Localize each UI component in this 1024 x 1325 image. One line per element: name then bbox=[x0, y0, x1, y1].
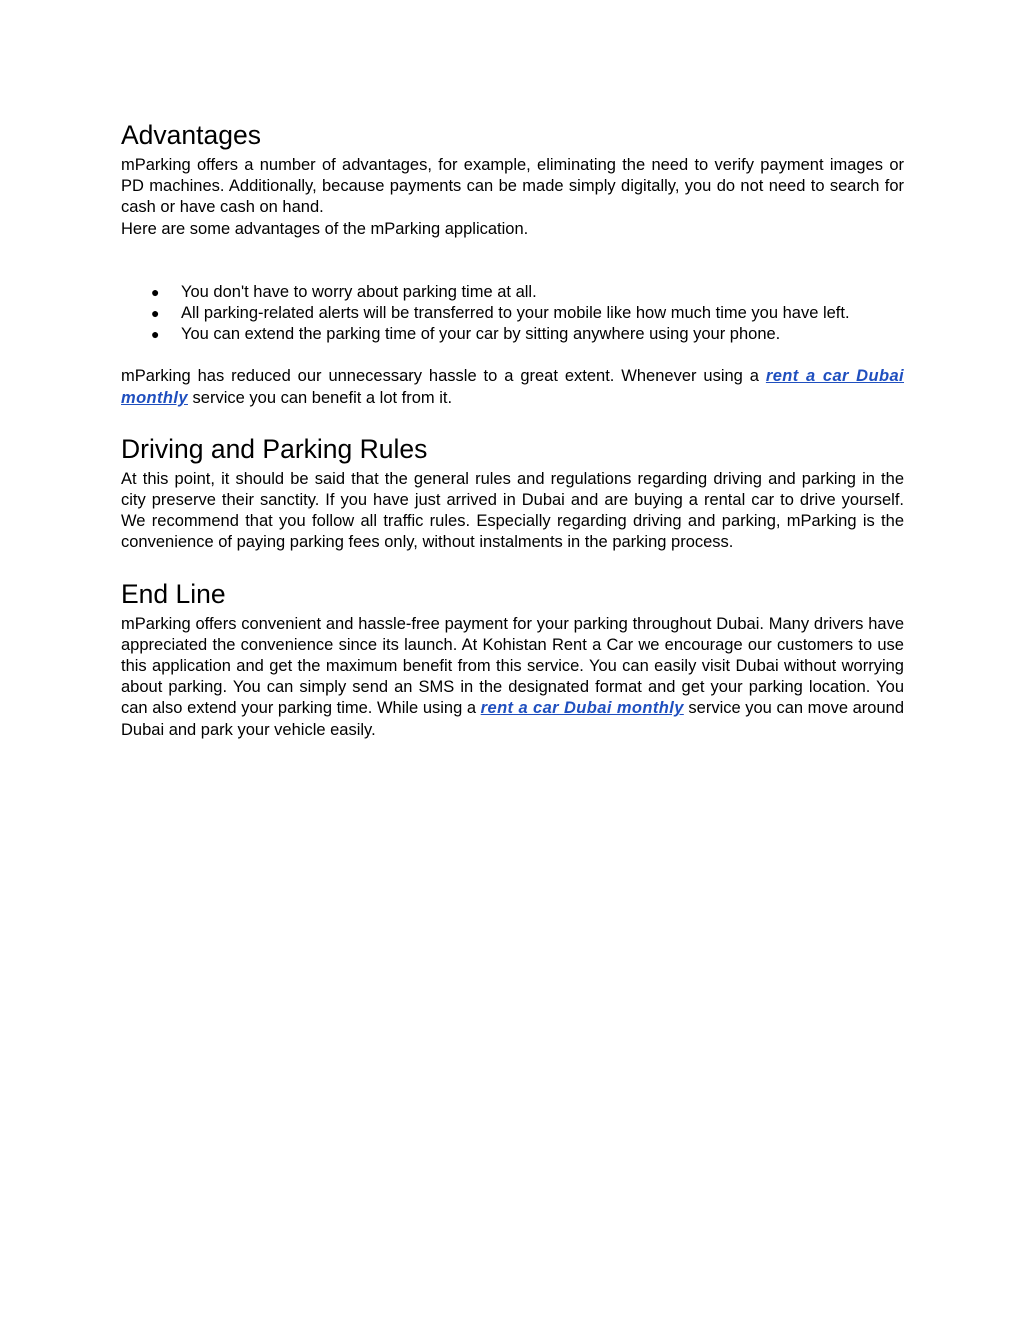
advantages-closing-paragraph bbox=[121, 366, 904, 408]
list-item-text: All parking-related alerts will be transferred to your mobile like how much time you have left. bbox=[181, 304, 850, 323]
rules-heading: Driving and Parking Rules bbox=[121, 433, 428, 464]
list-item-text: You don't have to worry about parking time at all. bbox=[181, 282, 537, 301]
rules-paragraph: At this point, it should be said that the general rules and regulations regarding driving and parking in the city preserve their sanctity. If you have just arrived in Dubai and are buying a rental car to drive yourself. We recommend that you follow all traffic rules. Especially regarding driving and parking, mParking is the convenience of paying parking fees only, without instalments in the parking process. bbox=[121, 469, 904, 552]
list-item-text: You can extend the parking time of your car by sitting anywhere using your phone. bbox=[181, 325, 781, 344]
paragraph-text: mParking offers convenient and hassle-free payment for your parking throughout Dubai. Many drivers have appreciated the convenience since its launch. At Kohistan Rent a Car we encourage our customers to use this application and get the maximum benefit from this service. You can easily visit Dubai without worrying about parking. You can simply send an SMS in the designated format and get your parking location. You can also extend your parking time. While using a bbox=[121, 614, 904, 718]
list-item bbox=[121, 303, 904, 324]
paragraph-text: service you can benefit a lot from it. bbox=[187, 388, 453, 407]
bullet-icon: ● bbox=[151, 283, 160, 300]
bullet-icon: ● bbox=[151, 326, 160, 343]
endline-heading: End Line bbox=[121, 578, 226, 609]
spacer bbox=[121, 409, 904, 432]
list-item bbox=[121, 324, 904, 345]
rent-a-car-dubai-monthly-link[interactable]: rent a car Dubai monthly bbox=[121, 367, 905, 407]
bullet-icon: ● bbox=[151, 305, 160, 322]
list-item bbox=[121, 282, 904, 303]
rent-a-car-dubai-monthly-link[interactable]: rent a car Dubai monthly bbox=[480, 699, 684, 718]
document-page bbox=[121, 118, 904, 741]
paragraph-text: service you can move around Dubai and park your vehicle easily. bbox=[121, 699, 904, 739]
advantages-paragraph: mParking offers a number of advantages, for example, eliminating the need to verify payment images or PD machines. Additionally, because payments can be made simply digitally, you do not need to search for cash or have cash on hand. bbox=[121, 156, 904, 217]
advantages-bullet-list bbox=[121, 282, 904, 346]
paragraph-text: mParking has reduced our unnecessary hassle to a great extent. Whenever using a bbox=[121, 367, 766, 386]
spacer bbox=[121, 554, 904, 577]
spacer bbox=[121, 345, 904, 366]
endline-paragraph bbox=[121, 614, 904, 741]
advantages-heading: Advantages bbox=[121, 120, 261, 150]
advantages-intro-line: Here are some advantages of the mParking application. bbox=[121, 219, 529, 238]
spacer bbox=[121, 240, 904, 282]
